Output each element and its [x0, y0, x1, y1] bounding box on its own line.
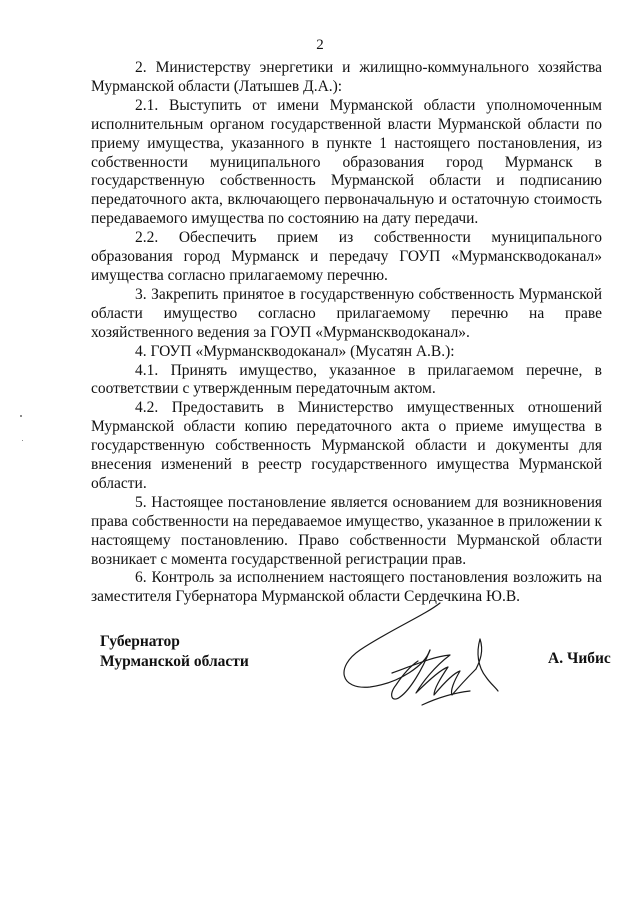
document-body — [91, 59, 602, 607]
paragraph-2-1: 2.1. Выступить от имени Мурманской области уполномоченным исполнительным органом государственной власти Мурманской области по приему имущества, указанного в пункте 1 настоящего постановления, из собственности муниципального образования город Мурманск в государственную собственность Мурманской области и подписанию передаточного акта, включающего первоначальную и остаточную стоимость передаваемого имущества по состоянию на дату передачи. — [91, 96, 602, 228]
paragraph-4: 4. ГОУП «Мурманскводоканал» (Мусатян А.В.): — [135, 342, 455, 360]
signatory-title-line2: Мурманской области — [100, 653, 249, 670]
signatory-name: А. Чибис — [548, 650, 611, 667]
paragraph-3: 3. Закрепить принятое в государственную собственность Мурманской области имущество согласно прилагаемому перечню на праве хозяйственного ведения за ГОУП «Мурманскводоканал». — [91, 285, 602, 341]
handwritten-signature — [330, 595, 500, 725]
paragraph-4-1: 4.1. Принять имущество, указанное в прилагаемом перечне, в соответствии с утвержденным передаточным актом. — [91, 361, 602, 398]
signatory-title — [100, 632, 249, 672]
scan-speck — [20, 415, 22, 417]
signatory-title-line1: Губернатор — [100, 633, 180, 650]
paragraph-2-2: 2.2. Обеспечить прием из собственности муниципального образования город Мурманск и передачу ГОУП «Мурманскводоканал» имущества согласно прилагаемому перечню. — [91, 229, 602, 284]
page-number: 2 — [316, 37, 324, 53]
paragraph-2: 2. Министерству энергетики и жилищно-коммунального хозяйства Мурманской области (Латышев Д.А.): — [91, 59, 602, 95]
paragraph-4-2: 4.2. Предоставить в Министерство имущественных отношений Мурманской области копию передаточного акта о приеме имущества в государственную собственность Мурманской области и документы для внесения изменений в реестр государственного имущества Мурманской области. — [91, 399, 602, 492]
paragraph-6: 6. Контроль за исполнением настоящего постановления возложить на заместителя Губернатора Мурманской области Сердечкина Ю.В. — [91, 569, 602, 606]
paragraph-5: 5. Настоящее постановление является основанием для возникновения права собственности на передаваемое имущество, указанное в приложении к настоящему постановлению. Право собственности Мурманской области возникает с момента государственной регистрации прав. — [91, 493, 602, 568]
scan-speck — [22, 440, 23, 441]
